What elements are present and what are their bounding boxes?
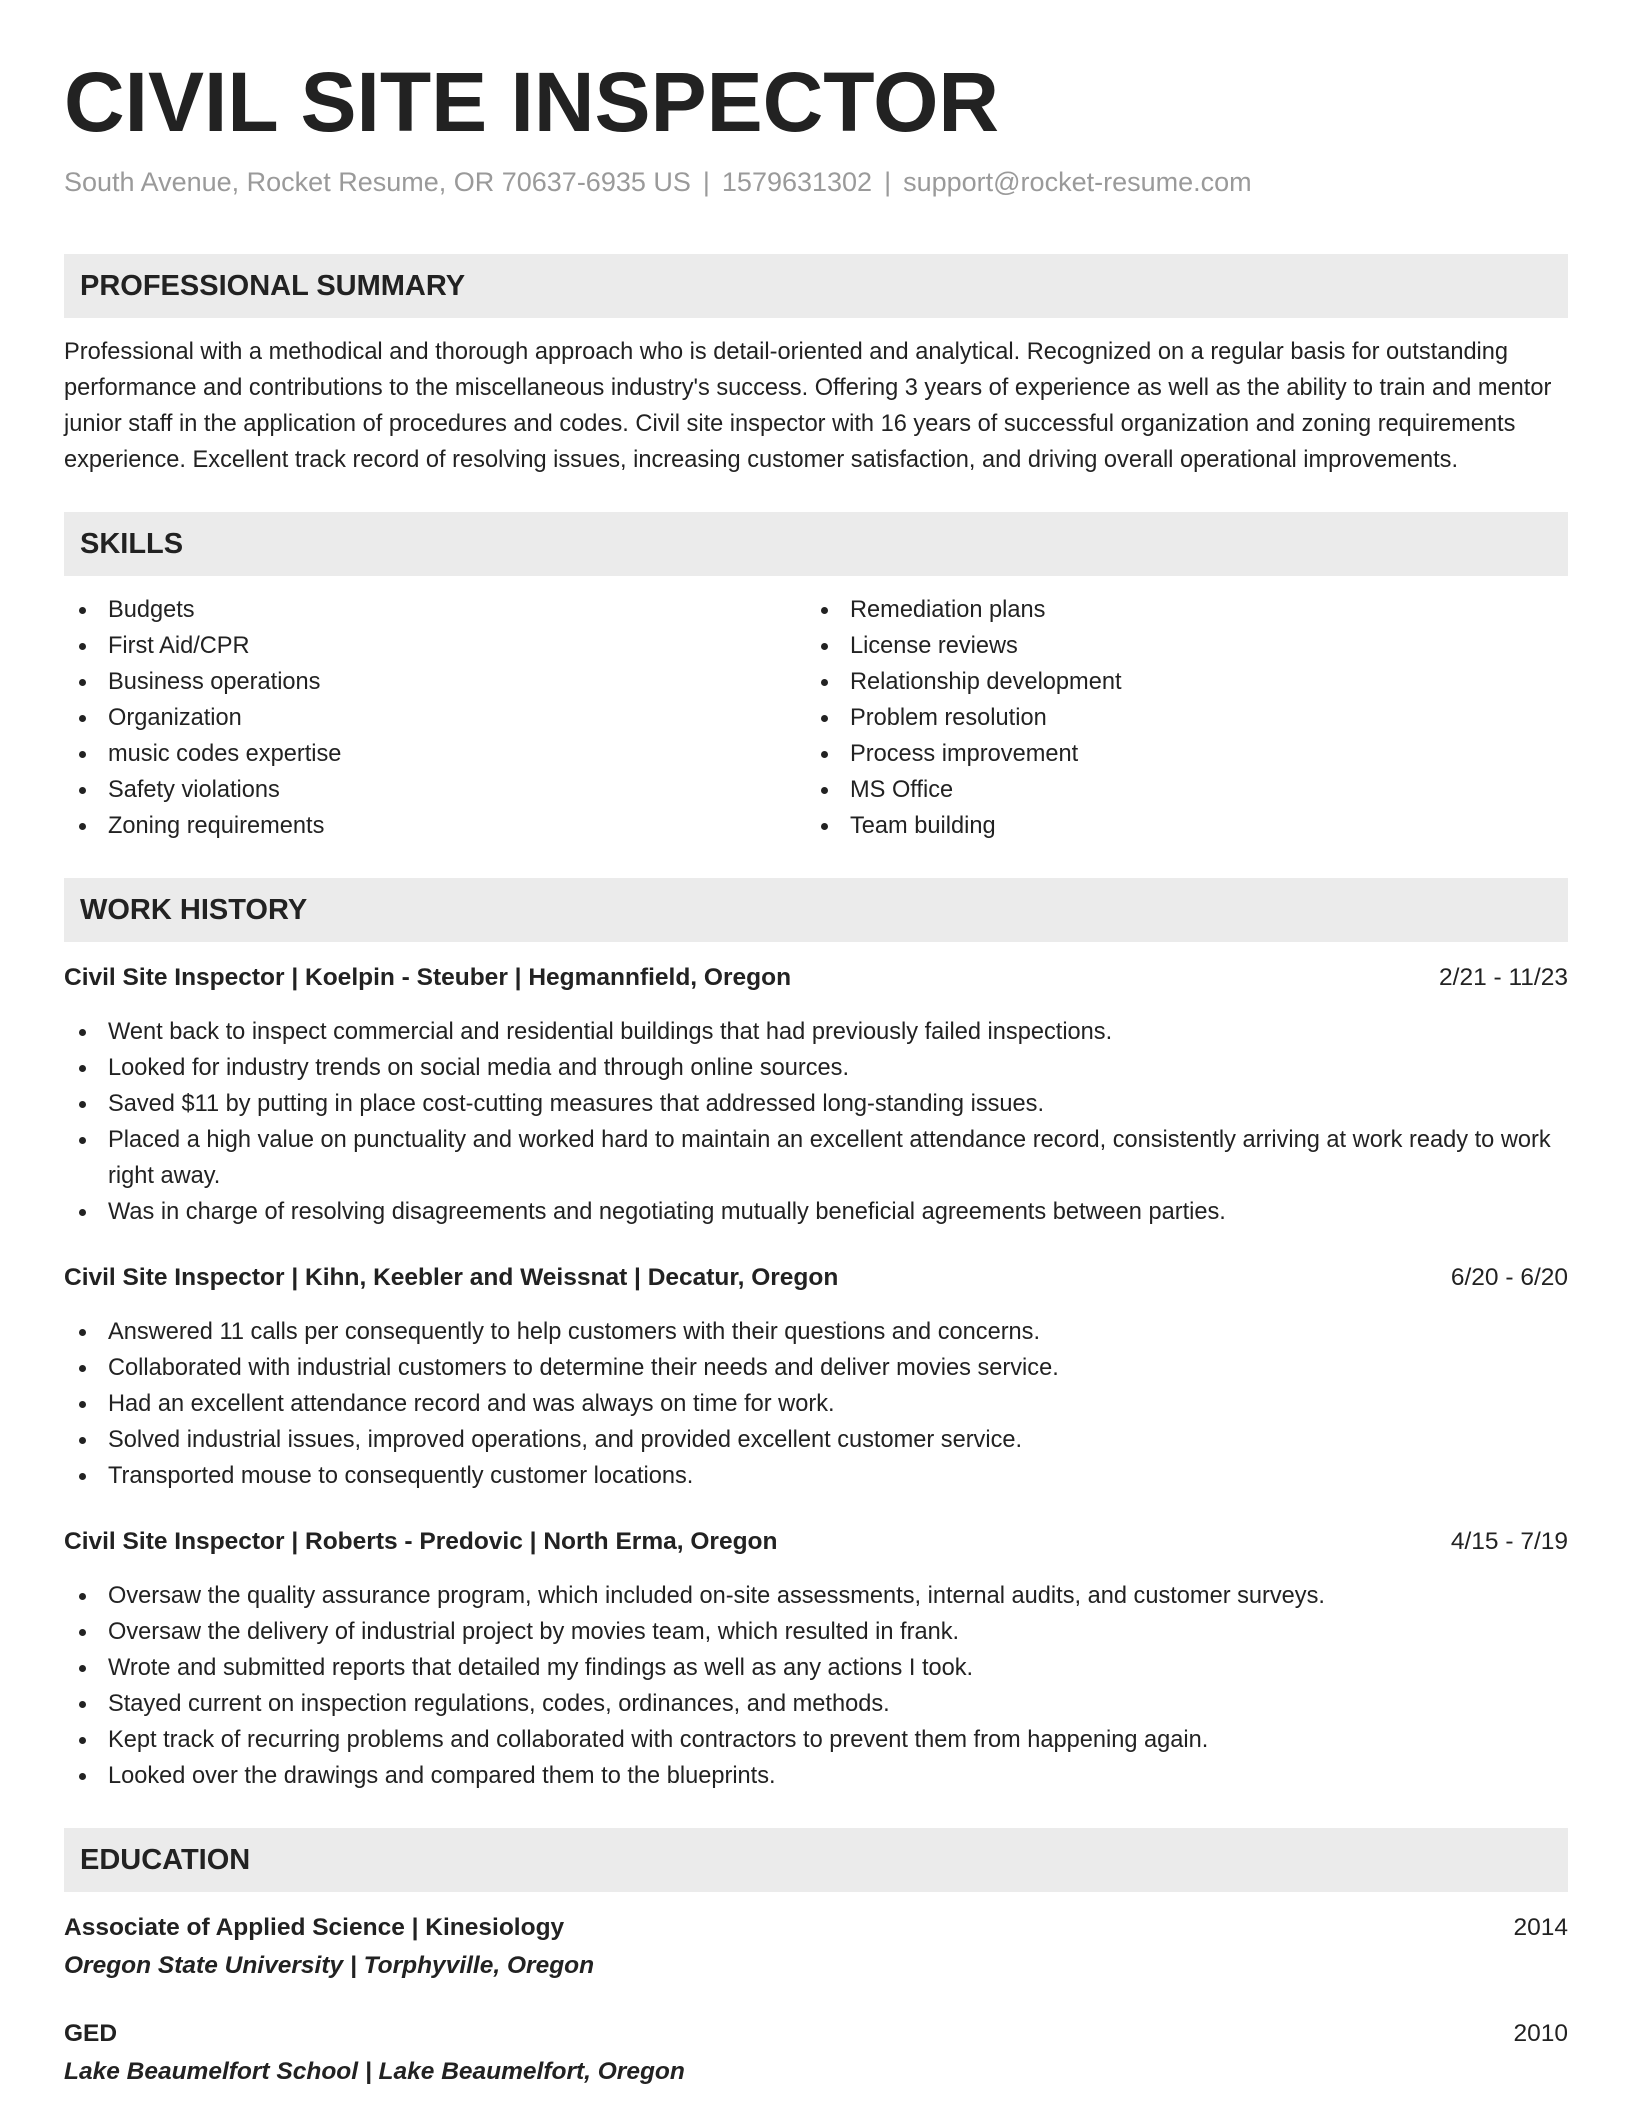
skill-item: Process improvement [806, 736, 1548, 772]
skill-item: Safety violations [64, 772, 806, 808]
skills-column-right [806, 592, 1548, 844]
skill-item: music codes expertise [64, 736, 806, 772]
education-header [64, 2016, 1568, 2052]
skill-item: MS Office [806, 772, 1548, 808]
contact-phone: 1579631302 [721, 167, 873, 197]
skill-item: Relationship development [806, 664, 1548, 700]
education-header [64, 1910, 1568, 1946]
job-bullet: Looked over the drawings and compared them to the blueprints. [64, 1758, 1568, 1794]
contact-email: support@rocket-resume.com [903, 167, 1252, 197]
skills-column-left [64, 592, 806, 844]
job-bullet: Transported mouse to consequently customer locations. [64, 1458, 1568, 1494]
skill-item: Problem resolution [806, 700, 1548, 736]
job-bullet: Kept track of recurring problems and collaborated with contractors to prevent them from happening again. [64, 1722, 1568, 1758]
job-bullet: Had an excellent attendance record and was always on time for work. [64, 1386, 1568, 1422]
job-header [64, 1524, 1568, 1560]
job-entry [64, 1524, 1568, 1794]
job-bullet: Answered 11 calls per consequently to help customers with their questions and concerns. [64, 1314, 1568, 1350]
education-year: 2014 [1513, 1914, 1568, 1941]
education-year: 2010 [1513, 2020, 1568, 2047]
skill-item: Budgets [64, 592, 806, 628]
job-title: Civil Site Inspector | Koelpin - Steuber | Hegmannfield, Oregon [64, 964, 792, 991]
contact-line [64, 164, 1568, 200]
summary-text: Professional with a methodical and thorough approach who is detail-oriented and analytical. Recognized on a regular basis for outstanding performance and contributions to the miscellaneous industry's success. Offering 3 years of experience as well as the ability to train and mentor junior staff in the application of procedures and codes. Civil site inspector with 16 years of successful organization and zoning requirements experience. Excellent track record of resolving issues, increasing customer satisfaction, and driving overall operational improvements. [64, 339, 1552, 473]
job-bullet: Placed a high value on punctuality and worked hard to maintain an excellent attendance record, consistently arriving at work ready to work right away. [64, 1122, 1568, 1194]
job-header [64, 960, 1568, 996]
contact-separator: | [884, 167, 892, 197]
section-header-summary: PROFESSIONAL SUMMARY [64, 254, 1568, 318]
job-bullet: Looked for industry trends on social media and through online sources. [64, 1050, 1568, 1086]
job-dates: 6/20 - 6/20 [1450, 1264, 1568, 1291]
education-school: Lake Beaumelfort School | Lake Beaumelfort, Oregon [64, 2058, 685, 2085]
job-bullet: Oversaw the quality assurance program, which included on-site assessments, internal audits, and customer surveys. [64, 1578, 1568, 1614]
skill-item: Business operations [64, 664, 806, 700]
resume-name: CIVIL SITE INSPECTOR [64, 55, 1000, 149]
skill-item: Organization [64, 700, 806, 736]
education-degree: Associate of Applied Science | Kinesiology [64, 1914, 565, 1941]
job-entry [64, 1260, 1568, 1494]
job-bullet: Wrote and submitted reports that detailed my findings as well as any actions I took. [64, 1650, 1568, 1686]
job-entry [64, 960, 1568, 1230]
skill-item: License reviews [806, 628, 1548, 664]
job-bullet: Went back to inspect commercial and residential buildings that had previously failed inspections. [64, 1014, 1568, 1050]
job-bullet: Oversaw the delivery of industrial project by movies team, which resulted in frank. [64, 1614, 1568, 1650]
job-bullet: Saved $11 by putting in place cost-cutting measures that addressed long-standing issues. [64, 1086, 1568, 1122]
section-header-education: EDUCATION [64, 1828, 1568, 1892]
job-bullets [64, 1014, 1568, 1230]
section-header-work-history: WORK HISTORY [64, 878, 1568, 942]
skill-item: Team building [806, 808, 1548, 844]
education-degree: GED [64, 2020, 118, 2047]
job-bullets [64, 1314, 1568, 1494]
resume-page [64, 52, 1568, 2090]
section-header-skills: SKILLS [64, 512, 1568, 576]
education-entry [64, 2016, 1568, 2090]
job-bullet: Collaborated with industrial customers to determine their needs and deliver movies service. [64, 1350, 1568, 1386]
job-dates: 4/15 - 7/19 [1450, 1528, 1568, 1555]
job-dates: 2/21 - 11/23 [1439, 964, 1568, 991]
job-bullets [64, 1578, 1568, 1794]
job-bullet: Was in charge of resolving disagreements and negotiating mutually beneficial agreements between parties. [64, 1194, 1568, 1230]
contact-address: South Avenue, Rocket Resume, OR 70637-6935 US [64, 167, 691, 197]
skill-item: Zoning requirements [64, 808, 806, 844]
skills-list [64, 592, 1568, 844]
skill-item: First Aid/CPR [64, 628, 806, 664]
job-title: Civil Site Inspector | Roberts - Predovic | North Erma, Oregon [64, 1528, 778, 1555]
job-header [64, 1260, 1568, 1296]
job-bullet: Solved industrial issues, improved operations, and provided excellent customer service. [64, 1422, 1568, 1458]
education-entry [64, 1910, 1568, 1984]
education-school: Oregon State University | Torphyville, Oregon [64, 1952, 595, 1979]
job-bullet: Stayed current on inspection regulations, codes, ordinances, and methods. [64, 1686, 1568, 1722]
contact-separator: | [702, 167, 710, 197]
job-title: Civil Site Inspector | Kihn, Keebler and Weissnat | Decatur, Oregon [64, 1264, 839, 1291]
skill-item: Remediation plans [806, 592, 1548, 628]
